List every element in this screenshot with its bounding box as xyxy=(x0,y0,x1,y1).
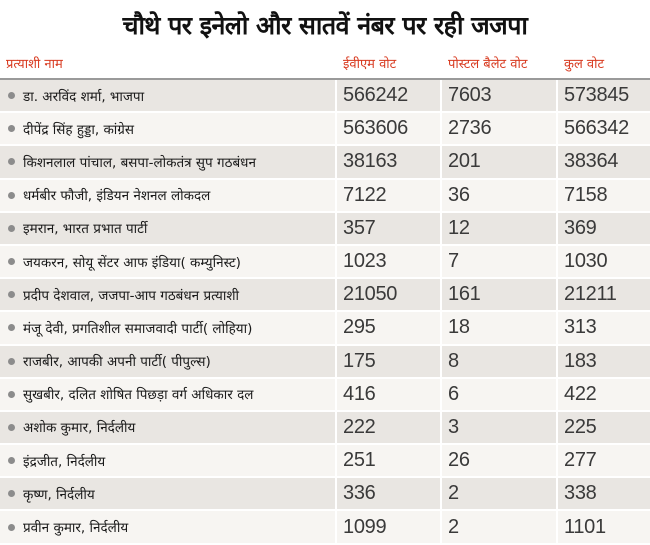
bullet-icon xyxy=(8,457,15,464)
postal-votes: 12 xyxy=(441,212,557,245)
headline: चौथे पर इनेलो और सातवें नंबर पर रही जजपा xyxy=(122,11,528,40)
candidate-cell xyxy=(0,278,336,311)
total-votes: 338 xyxy=(557,477,650,510)
table-row xyxy=(0,245,650,278)
total-votes: 225 xyxy=(557,411,650,444)
postal-votes: 7 xyxy=(441,245,557,278)
candidate-cell xyxy=(0,112,336,145)
postal-votes: 201 xyxy=(441,145,557,178)
candidate-name: जयकरन, सोयू सेंटर आफ इंडिया( कम्युनिस्ट) xyxy=(23,254,241,271)
candidate-cell xyxy=(0,510,336,543)
total-votes: 1030 xyxy=(557,245,650,278)
postal-votes: 8 xyxy=(441,345,557,378)
candidate-name: डा. अरविंद शर्मा, भाजपा xyxy=(23,88,145,105)
column-header-candidate: प्रत्याशी नाम xyxy=(0,48,336,79)
evm-votes: 7122 xyxy=(336,179,441,212)
column-header-evm: ईवीएम वोट xyxy=(336,48,441,79)
table-row xyxy=(0,444,650,477)
evm-votes: 1099 xyxy=(336,510,441,543)
table-row xyxy=(0,477,650,510)
candidate-cell xyxy=(0,145,336,178)
candidate-name: कृष्ण, निर्दलीय xyxy=(23,486,95,503)
total-votes: 313 xyxy=(557,311,650,344)
bullet-icon xyxy=(8,125,15,132)
candidate-name: इंद्रजीत, निर्दलीय xyxy=(23,453,106,470)
table-row xyxy=(0,311,650,344)
total-votes: 183 xyxy=(557,345,650,378)
total-votes: 21211 xyxy=(557,278,650,311)
bullet-icon xyxy=(8,490,15,497)
bullet-icon xyxy=(8,291,15,298)
total-votes: 573845 xyxy=(557,79,650,112)
table-row xyxy=(0,345,650,378)
evm-votes: 1023 xyxy=(336,245,441,278)
postal-votes: 36 xyxy=(441,179,557,212)
bullet-icon xyxy=(8,225,15,232)
postal-votes: 6 xyxy=(441,378,557,411)
table-row xyxy=(0,212,650,245)
table-row xyxy=(0,179,650,212)
candidate-name: दीपेंद्र सिंह हुड्डा, कांग्रेस xyxy=(23,121,135,138)
candidate-name: प्रदीप देशवाल, जजपा-आप गठबंधन प्रत्याशी xyxy=(23,287,240,304)
evm-votes: 336 xyxy=(336,477,441,510)
postal-votes: 7603 xyxy=(441,79,557,112)
candidate-name: किशनलाल पांचाल, बसपा-लोकतंत्र सुप गठबंधन xyxy=(23,154,256,171)
column-header-postal: पोस्टल बैलेट वोट xyxy=(441,48,557,79)
candidate-cell xyxy=(0,311,336,344)
total-votes: 277 xyxy=(557,444,650,477)
results-table xyxy=(0,48,650,545)
table-row xyxy=(0,411,650,444)
total-votes: 422 xyxy=(557,378,650,411)
postal-votes: 26 xyxy=(441,444,557,477)
candidate-name: राजबीर, आपकी अपनी पार्टी( पीपुल्स) xyxy=(23,354,211,371)
evm-votes: 295 xyxy=(336,311,441,344)
evm-votes: 21050 xyxy=(336,278,441,311)
evm-votes: 416 xyxy=(336,378,441,411)
total-votes: 38364 xyxy=(557,145,650,178)
total-votes: 1101 xyxy=(557,510,650,543)
evm-votes: 357 xyxy=(336,212,441,245)
bullet-icon xyxy=(8,158,15,165)
candidate-cell xyxy=(0,477,336,510)
evm-votes: 563606 xyxy=(336,112,441,145)
table-row xyxy=(0,145,650,178)
candidate-cell xyxy=(0,411,336,444)
bullet-icon xyxy=(8,524,15,531)
candidate-name: प्रवीन कुमार, निर्दलीय xyxy=(23,520,129,537)
candidate-name: धर्मबीर फौजी, इंडियन नेशनल लोकदल xyxy=(23,188,211,205)
candidate-name: अशोक कुमार, निर्दलीय xyxy=(23,420,136,437)
candidate-cell xyxy=(0,212,336,245)
table-row xyxy=(0,378,650,411)
table-row xyxy=(0,79,650,112)
table-row xyxy=(0,278,650,311)
postal-votes: 2 xyxy=(441,510,557,543)
bullet-icon xyxy=(8,391,15,398)
postal-votes: 18 xyxy=(441,311,557,344)
table-row xyxy=(0,510,650,543)
candidate-cell xyxy=(0,179,336,212)
evm-votes: 251 xyxy=(336,444,441,477)
bullet-icon xyxy=(8,324,15,331)
total-votes: 7158 xyxy=(557,179,650,212)
candidate-cell xyxy=(0,79,336,112)
postal-votes: 2736 xyxy=(441,112,557,145)
bullet-icon xyxy=(8,192,15,199)
table-row xyxy=(0,112,650,145)
evm-votes: 222 xyxy=(336,411,441,444)
table-header xyxy=(0,48,650,79)
candidate-cell xyxy=(0,444,336,477)
candidate-name: सुखबीर, दलित शोषित पिछड़ा वर्ग अधिकार दल xyxy=(23,387,254,404)
column-header-total: कुल वोट xyxy=(557,48,650,79)
postal-votes: 2 xyxy=(441,477,557,510)
candidate-cell xyxy=(0,245,336,278)
postal-votes: 3 xyxy=(441,411,557,444)
table-body xyxy=(0,79,650,544)
bullet-icon xyxy=(8,424,15,431)
bullet-icon xyxy=(8,358,15,365)
evm-votes: 175 xyxy=(336,345,441,378)
total-votes: 369 xyxy=(557,212,650,245)
candidate-cell xyxy=(0,378,336,411)
postal-votes: 161 xyxy=(441,278,557,311)
evm-votes: 566242 xyxy=(336,79,441,112)
candidate-name: इमरान, भारत प्रभात पार्टी xyxy=(23,221,148,238)
bullet-icon xyxy=(8,258,15,265)
candidate-name: मंजू देवी, प्रगतिशील समाजवादी पार्टी( लोहिया) xyxy=(23,320,253,337)
total-votes: 566342 xyxy=(557,112,650,145)
bullet-icon xyxy=(8,92,15,99)
candidate-cell xyxy=(0,345,336,378)
evm-votes: 38163 xyxy=(336,145,441,178)
